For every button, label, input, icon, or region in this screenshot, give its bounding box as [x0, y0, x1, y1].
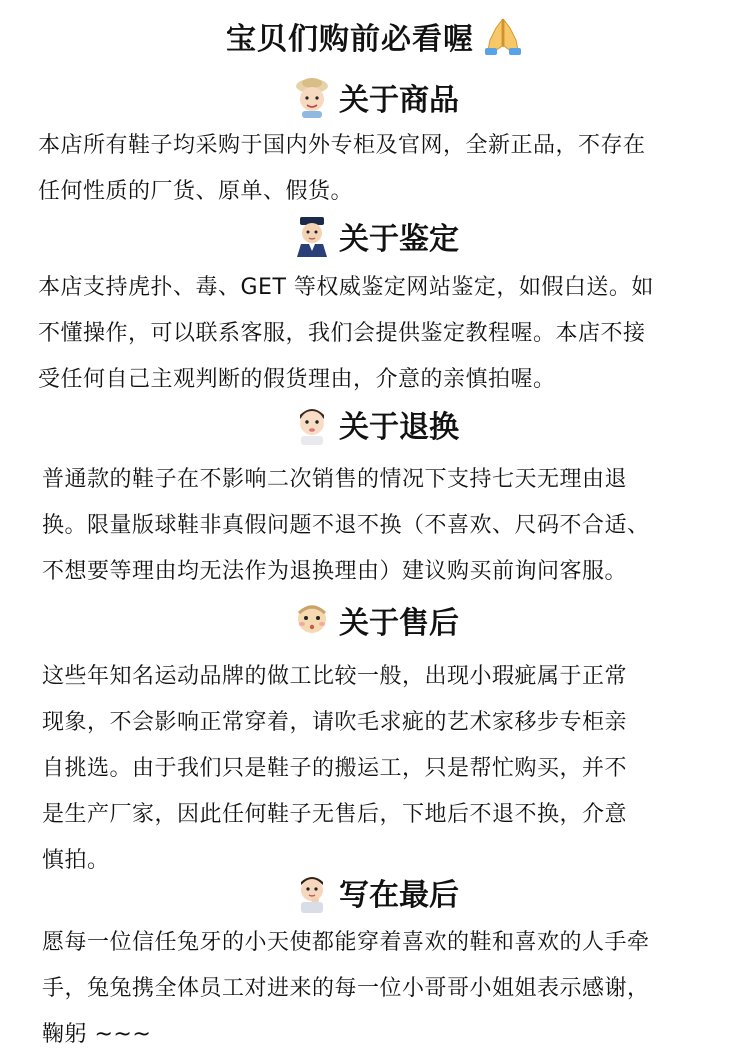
paragraph-line: 现象，不会影响正常穿着，请吹毛求疵的艺术家移步专柜亲 [42, 710, 628, 735]
pouting-baby-icon [291, 599, 333, 641]
section-heading-text: 关于售后 [339, 606, 459, 641]
section-paragraph-final-words [42, 920, 650, 1058]
section-paragraph-returns [42, 457, 650, 595]
section-heading-text: 关于商品 [339, 83, 459, 118]
thinking-baby-icon [291, 871, 333, 913]
section-heading-text: 写在最后 [339, 878, 459, 913]
paragraph-line: 是生产厂家，因此任何鞋子无售后，下地后不退不换，介意 [42, 802, 628, 827]
paragraph-line: 自挑选。由于我们只是鞋子的搬运工，只是帮忙购买，并不 [42, 756, 628, 781]
page-title-text: 宝贝们购前必看喔 [226, 22, 474, 57]
baby-face-icon [291, 403, 333, 445]
section-paragraph-products [38, 123, 646, 215]
paragraph-line: 本店支持虎扑、毒、GET 等权威鉴定网站鉴定，如假白送。如 [38, 275, 654, 300]
section-heading-after-sales [0, 598, 750, 642]
paragraph-line: 受任何自己主观判断的假货理由，介意的亲慎拍喔。 [38, 367, 556, 392]
section-paragraph-authentication [38, 265, 654, 403]
paragraph-line: 鞠躬 ~~~ [42, 1022, 152, 1047]
paragraph-line: 这些年知名运动品牌的做工比较一般，出现小瑕疵属于正常 [42, 664, 628, 689]
paragraph-line: 慎拍。 [42, 848, 110, 873]
baby-in-suit-icon [291, 215, 333, 257]
folded-hands-icon [482, 16, 524, 56]
paragraph-line: 愿每一位信任兔牙的小天使都能穿着喜欢的鞋和喜欢的人手牵 [42, 930, 650, 955]
paragraph-line: 换。限量版球鞋非真假问题不退不换（不喜欢、尺码不合适、 [42, 513, 650, 538]
paragraph-line: 不懂操作，可以联系客服，我们会提供鉴定教程喔。本店不接 [38, 321, 646, 346]
baby-with-hat-icon [291, 76, 333, 118]
paragraph-line: 普通款的鞋子在不影响二次销售的情况下支持七天无理由退 [42, 467, 628, 492]
page-title [0, 12, 750, 60]
section-heading-products [0, 75, 750, 119]
paragraph-line: 任何性质的厂货、原单、假货。 [38, 179, 354, 204]
section-heading-authentication [0, 214, 750, 258]
section-heading-final-words [0, 870, 750, 914]
section-paragraph-after-sales [42, 654, 627, 884]
paragraph-line: 手，兔兔携全体员工对进来的每一位小哥哥小姐姐表示感谢， [42, 976, 650, 1001]
section-heading-text: 关于鉴定 [339, 222, 459, 257]
section-heading-text: 关于退换 [339, 410, 459, 445]
paragraph-line: 本店所有鞋子均采购于国内外专柜及官网，全新正品，不存在 [38, 133, 646, 158]
paragraph-line: 不想要等理由均无法作为退换理由）建议购买前询问客服。 [42, 559, 628, 584]
section-heading-returns [0, 402, 750, 446]
